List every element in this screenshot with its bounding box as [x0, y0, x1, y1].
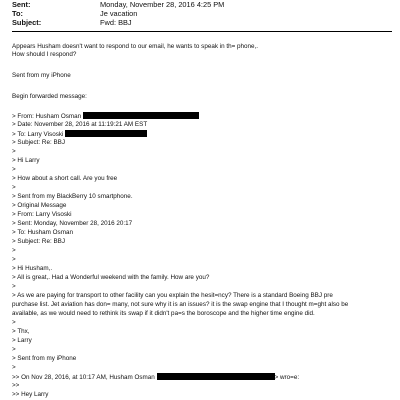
- subject-row: [12, 18, 132, 27]
- begin-forwarded: Begin forwarded message:: [12, 93, 87, 100]
- quote-to-husham: > To: Husham Osman: [12, 229, 73, 236]
- quote-paying-line-1: > As we are paying for transport to other facility can you explain the hesit=ncy? There is a standard Boeing BBJ pre: [12, 292, 333, 299]
- quote-blank: >: [12, 184, 16, 191]
- quote-blank: >: [12, 166, 16, 173]
- quote-original-message: > Original Message: [12, 202, 67, 209]
- nested-hey-larry: >> Hey Larry: [12, 391, 49, 398]
- quote-blank: >: [12, 256, 16, 263]
- redaction-bar: [157, 373, 275, 380]
- fwd-to-text: > To: Larry Visoski: [12, 131, 64, 138]
- subject-label: Subject:: [12, 18, 42, 27]
- quote-sent-blackberry: > Sent from my BlackBerry 10 smartphone.: [12, 193, 133, 200]
- quote-larry: > Larry: [12, 337, 32, 344]
- sent-row: [12, 0, 224, 9]
- nested-blank: >>: [12, 382, 20, 389]
- nested-wrote-text: > wro=e:: [274, 374, 300, 381]
- quote-blank: >: [12, 346, 16, 353]
- quote-sent-iphone: > Sent from my iPhone: [12, 355, 77, 362]
- quote-blank: >: [12, 364, 16, 371]
- sent-from-iphone: Sent from my iPhone: [12, 72, 71, 79]
- quote-blank: >: [12, 283, 16, 290]
- fwd-from-line: [12, 112, 199, 121]
- quote-blank: >: [12, 247, 16, 254]
- fwd-date-line: > Date: November 28, 2016 at 11:19:21 AM EST: [12, 121, 148, 128]
- sent-value: Monday, November 28, 2016 4:25 PM: [100, 0, 225, 9]
- quote-thx: > Thx,: [12, 328, 30, 335]
- to-label: To:: [12, 9, 23, 18]
- quote-subject: > Subject: Re: BBJ: [12, 238, 66, 245]
- nested-on-nov-line: [12, 373, 299, 382]
- quote-from-larry: > From: Larry Visoski: [12, 211, 72, 218]
- subject-value: Fwd: BBJ: [100, 18, 132, 27]
- header-divider: [12, 31, 392, 32]
- quote-sent-date: > Sent: Monday, November 28, 2016 20:17: [12, 220, 133, 227]
- quote-blank: >: [12, 148, 16, 155]
- fwd-subject-line: > Subject: Re: BBJ: [12, 139, 66, 146]
- quote-all-great: > All is great,. Had a Wonderful weekend with the family. How are you?: [12, 274, 210, 281]
- intro-question: How should I respond?: [12, 51, 77, 58]
- intro-line: Appears Husham doesn't want to respond to our email, he wants to speak in th= phone,.: [12, 43, 259, 50]
- quote-short-call: > How about a short call. Are you free: [12, 175, 118, 182]
- redaction-bar: [83, 112, 199, 119]
- sent-label: Sent:: [12, 0, 31, 9]
- quote-paying-line-3: available, as we would need to rethink its swap if it didn't pa=s the boroscope and the higher time engine did.: [12, 310, 315, 317]
- nested-on-nov-text: >> On Nov 28, 2016, at 10:17 AM, Husham Osman: [12, 374, 155, 381]
- to-value: Je vacation: [100, 9, 138, 18]
- quote-hi-larry: > Hi Larry: [12, 157, 40, 164]
- fwd-to-line: [12, 130, 147, 139]
- fwd-from-text: > From: Husham Osman: [12, 113, 82, 120]
- quote-paying-line-2: purchase list. Jet aviation has don= many, not sure why it is an issues? it is the swap engine that I thought m=ght also be: [12, 301, 349, 308]
- quote-hi-husham: > Hi Husham,.: [12, 265, 53, 272]
- quote-blank: >: [12, 319, 16, 326]
- redaction-bar: [65, 130, 147, 137]
- to-row: [12, 9, 137, 18]
